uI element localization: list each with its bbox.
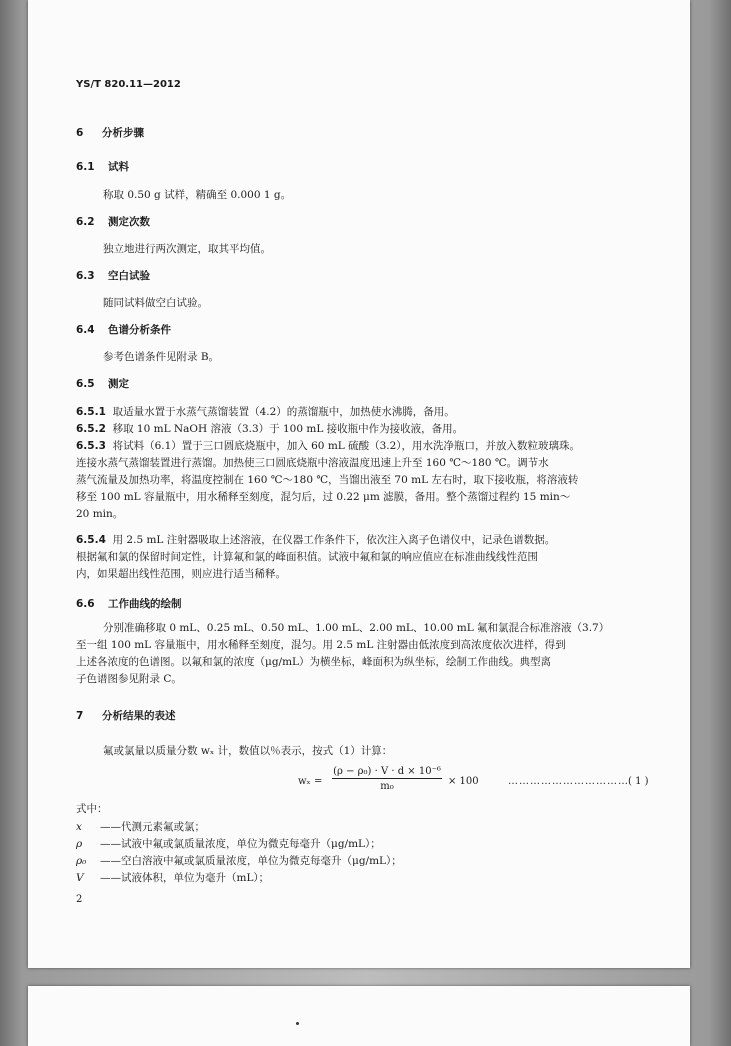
formula-denominator: m₀ <box>380 781 394 792</box>
formula-numerator: (ρ − ρ₀) · V · d × 10⁻⁶ <box>333 766 441 777</box>
formula-fraction <box>332 766 442 792</box>
section-7-intro: 氟或氯量以质量分数 wₓ 计，数值以％表示，按式（1）计算： <box>103 745 393 757</box>
formula-equation-number: ( 1 ) <box>628 776 649 787</box>
section-6-5-4-line: 6.5.4 用 2.5 mL 注射器吸取上述溶液，在仪器工作条件下，依次注入离子色谱仪中，记录色谱数据。 <box>76 534 556 546</box>
next-page-preview <box>28 986 690 1046</box>
section-6-5-3-line: 蒸气流量及加热功率，将温度控制在 160 ℃～180 ℃，当馏出液至 70 mL 左右时，取下接收瓶，将溶液转 <box>76 474 579 486</box>
section-6-5-3-line: 连接水蒸气蒸馏装置进行蒸馏。加热使三口圆底烧瓶中溶液温度迅速上升至 160 ℃～180 ℃。调节水 <box>76 457 549 469</box>
section-7-heading: 7 分析结果的表述 <box>76 710 176 722</box>
section-6-5-4-line: 内，如果超出线性范围，则应进行适当稀释。 <box>76 568 286 580</box>
variable-definition: x ——代测元素氟或氯； <box>76 821 205 833</box>
section-6-heading: 6 分析步骤 <box>76 127 144 139</box>
section-6-6-line: 上述各浓度的色谱图。以氟和氯的浓度（μg/mL）为横坐标，峰面积为纵坐标，绘制工作曲线。典型离 <box>76 656 552 668</box>
section-6-2-heading: 6.2 测定次数 <box>76 216 150 228</box>
section-6-5-1-line: 6.5.1 取适量水置于水蒸气蒸馏装置（4.2）的蒸馏瓶中，加热使水沸腾，备用。 <box>76 406 455 418</box>
section-6-3-text: 随同试料做空白试验。 <box>103 297 208 309</box>
section-6-6-line: 分别准确移取 0 mL、0.25 mL、0.50 mL、1.00 mL、2.00 mL、10.00 mL 氟和氯混合标准溶液（3.7） <box>103 622 610 634</box>
section-6-5-2-line: 6.5.2 移取 10 mL NaOH 溶液（3.3）于 100 mL 接收瓶中作为接收液，备用。 <box>76 423 464 435</box>
variable-definition: ρ₀ ——空白溶液中氟或氯质量浓度，单位为微克每毫升（μg/mL）； <box>76 855 402 867</box>
section-6-3-heading: 6.3 空白试验 <box>76 270 150 282</box>
section-6-4-heading: 6.4 色谱分析条件 <box>76 324 171 336</box>
section-6-5-4-line: 根据氟和氯的保留时间定性，计算氟和氯的峰面积值。试液中氟和氯的响应值应在标准曲线线性范围 <box>76 551 538 563</box>
section-6-5-3-line: 6.5.3 将试料（6.1）置于三口圆底烧瓶中，加入 60 mL 硫酸（3.2），用水洗净瓶口，并放入数粒玻璃珠。 <box>76 440 581 452</box>
section-6-4-text: 参考色谱条件见附录 B。 <box>103 351 220 363</box>
section-6-6-heading: 6.6 工作曲线的绘制 <box>76 598 182 610</box>
section-6-6-line: 至一组 100 mL 容量瓶中，用水稀释至刻度，混匀。用 2.5 mL 注射器由低浓度到高浓度依次进样，得到 <box>76 639 566 651</box>
variable-definition: ρ ——试液中氟或氯质量浓度，单位为微克每毫升（μg/mL）； <box>76 838 381 850</box>
section-6-5-heading: 6.5 测定 <box>76 378 129 390</box>
section-6-5-3-line: 20 min。 <box>76 508 124 520</box>
where-label: 式中： <box>76 803 108 815</box>
section-6-2-text: 独立地进行两次测定，取其平均值。 <box>103 243 271 255</box>
formula-1 <box>298 766 658 800</box>
section-6-6-line: 子色谱图参见附录 C。 <box>76 673 182 685</box>
variable-definition: V ——试液体积，单位为毫升（mL）； <box>76 872 270 884</box>
formula-lhs: wₓ = <box>298 776 323 787</box>
page-number: 2 <box>76 894 83 905</box>
document-page <box>28 0 690 968</box>
formula-leader-dots: …………………………… <box>508 776 629 787</box>
section-6-5-3-line: 移至 100 mL 容量瓶中，用水稀释至刻度，混匀后，过 0.22 μm 滤膜，备用。整个蒸馏过程约 15 min～ <box>76 491 571 503</box>
section-6-1-heading: 6.1 试料 <box>76 161 129 173</box>
formula-multiplier: × 100 <box>448 776 479 787</box>
standard-code-header: YS/T 820.11—2012 <box>76 79 181 90</box>
section-6-1-text: 称取 0.50 g 试样，精确至 0.000 1 g。 <box>103 189 292 201</box>
